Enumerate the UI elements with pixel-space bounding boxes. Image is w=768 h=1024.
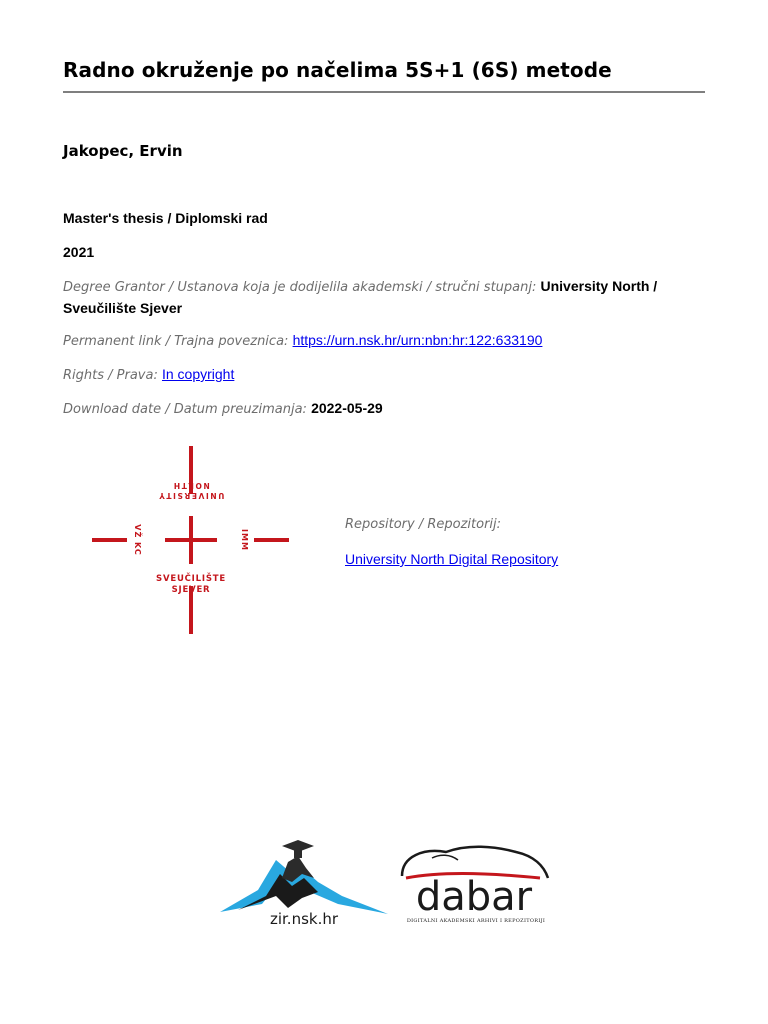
- rights-label: Rights / Prava:: [63, 368, 158, 383]
- author-name: Jakopec, Ervin: [63, 142, 183, 160]
- thesis-type: Master's thesis / Diplomski rad: [63, 210, 268, 226]
- dabar-subtitle: DIGITALNI AKADEMSKI ARHIVI I REPOZITORIJI: [406, 918, 546, 924]
- logo-cross-bars: [92, 446, 289, 634]
- degree-grantor-value: University North / Sveučilište Sjever: [63, 278, 658, 316]
- zir-logo: [220, 840, 388, 928]
- document-title: Radno okruženje po načelima 5S+1 (6S) metode: [63, 58, 612, 82]
- download-date-label: Download date / Datum preuzimanja:: [63, 402, 307, 417]
- repository-label-text: Repository / Repozitorij:: [345, 517, 502, 532]
- dabar-text: dabar: [415, 874, 533, 920]
- dabar-logo: [402, 847, 548, 924]
- rights: [63, 364, 234, 386]
- repository-label: [345, 514, 501, 535]
- logo-top-line1: UNIVERSITY: [157, 491, 225, 500]
- download-date: [63, 398, 383, 420]
- repository-link[interactable]: University North Digital Repository: [345, 551, 559, 567]
- degree-grantor-label: Degree Grantor / Ustanova koja je dodijelila akademski / stručni stupanj:: [63, 280, 537, 295]
- degree-grantor: [63, 276, 683, 320]
- title-divider: [63, 91, 705, 93]
- permanent-link-url[interactable]: https://urn.nsk.hr/urn:nbn:hr:122:633190: [292, 332, 543, 348]
- download-date-value: 2022-05-29: [311, 400, 383, 416]
- logo-left-text: VŽ KC: [133, 524, 142, 556]
- logo-bottom-line2: SJEVER: [171, 585, 211, 595]
- year: 2021: [63, 244, 95, 260]
- logo-bottom-line1: SVEUČILIŠTE: [156, 574, 226, 584]
- rights-link[interactable]: In copyright: [161, 366, 235, 382]
- permanent-link: [63, 330, 542, 352]
- footer-logos: [218, 838, 552, 930]
- permanent-link-label: Permanent link / Trajna poveznica:: [63, 334, 289, 349]
- repository-link-row: [345, 549, 558, 571]
- logo-right-text: IMM: [240, 529, 249, 551]
- logo-top-line2: NORTH: [172, 481, 210, 490]
- zir-text: zir.nsk.hr: [269, 910, 339, 928]
- university-north-logo: [92, 446, 290, 634]
